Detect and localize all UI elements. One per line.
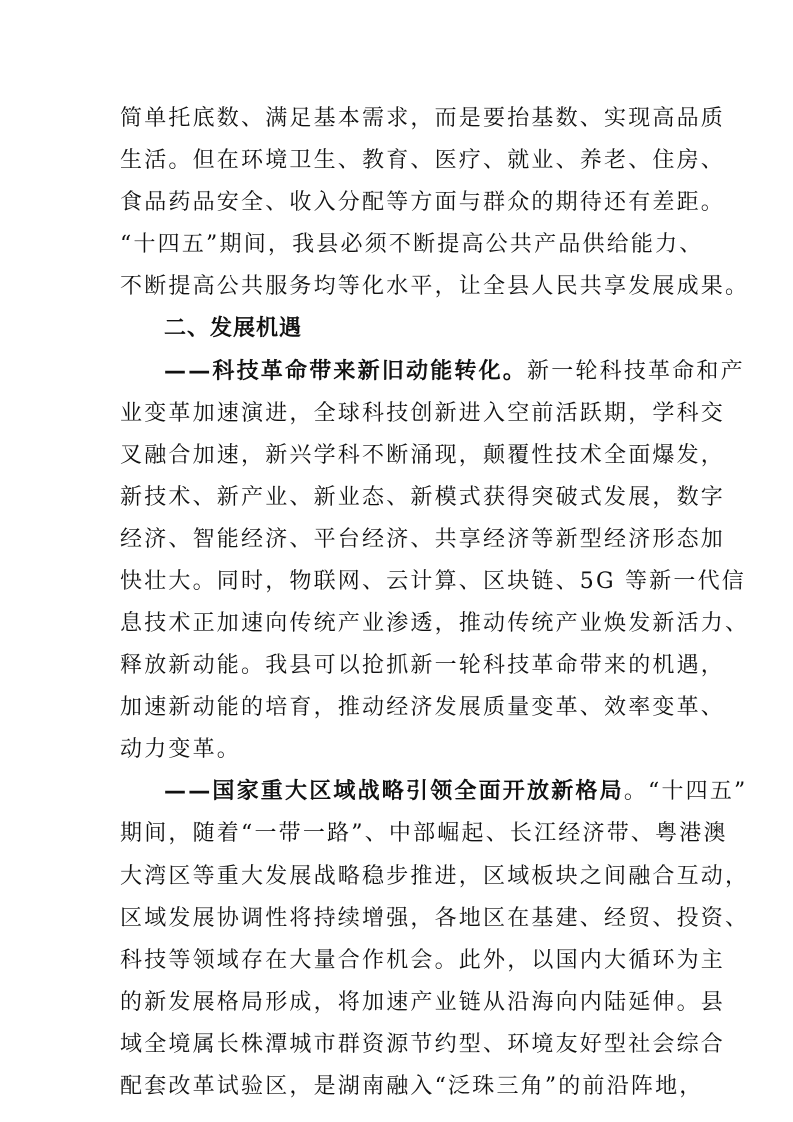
paragraph-line: 息技术正加速向传统产业渗透，推动传统产业焕发新活力、 bbox=[120, 611, 750, 636]
paragraph-title: ——国家重大区域战略引领全面开放新格局 bbox=[164, 779, 624, 804]
paragraph-text: 新一轮科技革命和产 bbox=[527, 359, 745, 384]
paragraph-line: 期间，随着“一带一路”、中部崛起、长江经济带、粤港澳 bbox=[120, 821, 728, 846]
paragraph-line: 的新发展格局形成，将加速产业链从沿海向内陆延伸。县 bbox=[120, 990, 726, 1015]
intro-line: 食品药品安全、收入分配等方面与群众的期待还有差距。 bbox=[120, 190, 726, 215]
paragraph-first-line bbox=[164, 777, 748, 807]
paragraph-line: 大湾区等重大发展战略稳步推进，区域板块之间融合互动， bbox=[120, 864, 750, 889]
paragraph-line: 经济、智能经济、平台经济、共享经济等新型经济形态加 bbox=[120, 527, 726, 552]
paragraph-line: 动力变革。 bbox=[120, 737, 242, 762]
paragraph-line: 快壮大。同时，物联网、云计算、区块链、5G 等新一代信 bbox=[120, 569, 746, 594]
paragraph-line: 加速新动能的培育，推动经济发展质量变革、效率变革、 bbox=[120, 695, 726, 720]
paragraph-line: 新技术、新产业、新业态、新模式获得突破式发展，数字 bbox=[120, 485, 726, 510]
intro-line: 生活。但在环境卫生、教育、医疗、就业、养老、住房、 bbox=[120, 148, 726, 173]
paragraph-line: 配套改革试验区，是湖南融入“泛珠三角”的前沿阵地， bbox=[120, 1074, 704, 1099]
paragraph-line: 科技等领域存在大量合作机会。此外，以国内大循环为主 bbox=[120, 948, 726, 973]
section-heading: 二、发展机遇 bbox=[164, 316, 303, 341]
intro-line: “十四五”期间，我县必须不断提高公共产品供给能力、 bbox=[120, 232, 704, 257]
paragraph-text: 。“十四五” bbox=[623, 779, 748, 804]
paragraph-line: 叉融合加速，新兴学科不断涌现，颠覆性技术全面爆发， bbox=[120, 443, 726, 468]
intro-line: 不断提高公共服务均等化水平，让全县人民共享发展成果。 bbox=[120, 274, 750, 299]
paragraph-line: 区域发展协调性将持续增强，各地区在基建、经贸、投资、 bbox=[120, 906, 750, 931]
paragraph-line: 域全境属长株潭城市群资源节约型、环境友好型社会综合 bbox=[120, 1032, 726, 1057]
paragraph-line: 业变革加速演进，全球科技创新进入空前活跃期，学科交 bbox=[120, 401, 726, 426]
paragraph-title: ——科技革命带来新旧动能转化。 bbox=[164, 359, 528, 384]
paragraph-first-line bbox=[164, 357, 745, 387]
paragraph-line: 释放新动能。我县可以抢抓新一轮科技革命带来的机遇， bbox=[120, 653, 726, 678]
intro-line: 简单托底数、满足基本需求，而是要抬基数、实现高品质 bbox=[120, 106, 726, 131]
